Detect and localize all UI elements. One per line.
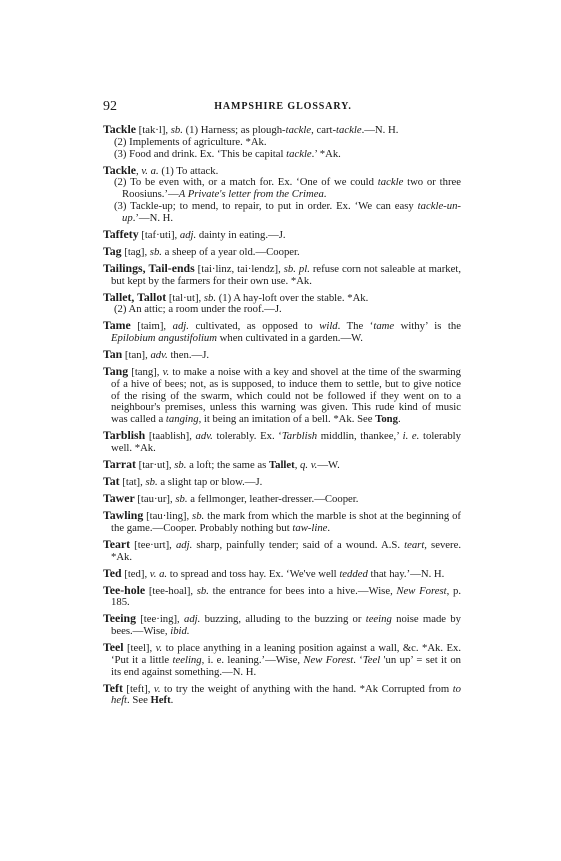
text-run: , i. e. leaning.’—Wise, xyxy=(201,653,304,666)
glossary-entry xyxy=(103,289,461,317)
glossary-entry xyxy=(103,366,461,426)
italic-run: sb. xyxy=(196,584,209,597)
entry-paragraph xyxy=(103,366,461,426)
italic-run: wild xyxy=(319,320,338,333)
text-run: , cart- xyxy=(311,124,337,136)
text-run: refuse corn not saleable at market, but kept by the farmers for their own use. *Ak. xyxy=(111,262,461,287)
text-run: . xyxy=(327,521,331,534)
cross-reference: Heft xyxy=(150,694,171,707)
italic-run: tedded xyxy=(339,567,368,580)
text-run: [teel], xyxy=(123,642,156,655)
text-run: middlin, thankee,’ xyxy=(317,430,403,443)
headword: Tackle xyxy=(103,162,136,177)
italic-run: adv. xyxy=(150,349,168,362)
sense-paragraph xyxy=(103,201,461,225)
headword: Tee-hole xyxy=(103,582,146,597)
glossary-entry xyxy=(103,613,461,638)
italic-run: v. xyxy=(155,642,163,655)
running-title: HAMPSHIRE GLOSSARY. xyxy=(214,101,352,112)
italic-run: q. v. xyxy=(300,459,318,471)
text-run: . The ‘ xyxy=(337,320,374,333)
italic-run: teart xyxy=(404,538,425,551)
text-run: .—N. H. xyxy=(361,124,399,136)
text-run: [tee-hoal], xyxy=(145,584,197,597)
text-run: .’ *Ak. xyxy=(311,147,341,160)
italic-run: tackle xyxy=(285,124,312,136)
text-run: that hay.’—N. H. xyxy=(367,567,445,580)
text-run: (1) To attack. xyxy=(158,164,219,177)
headword: Tarrat xyxy=(103,457,136,471)
text-run: [tar·ut], xyxy=(135,459,175,471)
entry-paragraph xyxy=(103,459,461,472)
italic-run: sb. xyxy=(170,124,183,136)
text-run: sharp, painfully tender; said of a wound. A.S. xyxy=(192,538,405,551)
italic-run: Teel xyxy=(362,653,381,666)
text-run: .’—N. H. xyxy=(132,211,174,224)
page-number: 92 xyxy=(103,99,117,114)
italic-run: tanging xyxy=(165,413,199,426)
italic-run: New Forest xyxy=(396,584,447,597)
italic-run: teeing xyxy=(365,613,392,626)
text-run: to make a noise with a key and shovel at the time of the swarming of a hive of bees; not, as is supposed, to induce them to settle, but to give notice of the rising of the swarm, which could not be followed if they went on to a neighbour's premises, unless this warning was given. This rude kind of music was called a xyxy=(111,366,461,426)
text-run: . xyxy=(397,413,401,426)
text-run: [teft], xyxy=(122,682,154,695)
text-run: , xyxy=(294,459,301,471)
text-run: a slight tap or blow.—J. xyxy=(157,475,263,488)
text-run: . ‘ xyxy=(353,653,363,666)
text-run: (2) An attic; a room under the roof.—J. xyxy=(114,303,282,316)
glossary-entry xyxy=(103,473,461,489)
text-run: [ted], xyxy=(121,567,150,580)
text-run: . xyxy=(323,188,327,201)
text-run: (1) A hay-loft over the stable. *Ak. xyxy=(216,291,369,304)
italic-run: tame xyxy=(373,320,395,333)
text-run: (2) To be even with, or a match for. Ex. ‘One of we could xyxy=(114,176,378,189)
glossary-entry xyxy=(103,320,461,345)
headword: Taffety xyxy=(103,226,139,241)
glossary-entry xyxy=(103,536,462,564)
text-run: . xyxy=(170,694,174,707)
headword: Tawling xyxy=(103,507,144,522)
text-run: [tat], xyxy=(119,475,146,488)
text-run: —W. xyxy=(317,459,340,471)
glossary-entry xyxy=(103,430,461,455)
entry-paragraph xyxy=(103,613,461,638)
text-run: then.—J. xyxy=(167,349,210,362)
glossary-entry xyxy=(103,680,462,708)
italic-run: v. xyxy=(153,682,161,695)
text-run: to spread and toss hay. Ex. ‘We've well xyxy=(167,567,340,580)
text-run: , severe. *Ak. xyxy=(111,538,462,563)
italic-run: tackle xyxy=(336,124,362,136)
glossary-entry xyxy=(103,642,461,678)
sense-paragraph xyxy=(103,304,461,316)
entry-paragraph xyxy=(103,490,461,506)
entry-paragraph xyxy=(103,536,462,564)
headword: Ted xyxy=(103,565,122,580)
italic-run: v. a. xyxy=(141,164,159,177)
text-run: (3) Food and drink. Ex. ‘This be capital xyxy=(114,147,287,160)
entry-paragraph xyxy=(103,680,462,708)
italic-run: v. xyxy=(162,366,170,379)
italic-run: adj. xyxy=(175,538,193,551)
italic-run: ibid. xyxy=(170,625,190,638)
glossary-entry xyxy=(103,349,461,362)
glossary-entry xyxy=(103,507,461,535)
text-run: (3) Tackle-up; to mend, to repair, to put in order. Ex. ‘We can easy xyxy=(114,199,418,212)
glossary-entry xyxy=(103,162,461,225)
italic-run: teeling xyxy=(172,653,202,666)
sense-paragraph xyxy=(103,149,461,161)
text-run: (2) Implements of agriculture. *Ak. xyxy=(114,135,267,148)
text-run: . See xyxy=(127,694,151,707)
glossary-entry xyxy=(103,490,461,506)
entry-paragraph xyxy=(103,582,461,610)
entry-paragraph xyxy=(103,565,461,581)
text-run: [taf·uti], xyxy=(138,228,180,241)
glossary-entry xyxy=(103,226,461,242)
italic-run: to heft xyxy=(111,682,462,707)
text-run: [tau·ur], xyxy=(134,492,176,505)
glossary-entry xyxy=(103,243,461,259)
text-run: 'un up’ = set it on its end against something.—N. H. xyxy=(111,653,462,678)
entry-paragraph xyxy=(103,320,461,345)
text-run: [taim], xyxy=(130,320,173,333)
headword: Tailings, Tail-ends xyxy=(103,260,195,275)
italic-run: adj. xyxy=(179,228,197,241)
text-run: the mark from which the marble is shot at the beginning of the game.—Cooper. Probably nothing but xyxy=(111,509,461,534)
glossary-entry xyxy=(103,565,461,581)
sense-paragraph xyxy=(103,177,461,201)
glossary-entry xyxy=(103,124,461,160)
entry-paragraph xyxy=(103,473,461,489)
text-run: a fellmonger, leather-dresser.—Cooper. xyxy=(187,492,359,505)
italic-run: adj. xyxy=(183,613,201,626)
italic-run: New Forest xyxy=(303,653,354,666)
italic-run: Epilobium angustifolium xyxy=(111,332,217,345)
text-run: (1) Harness; as plough- xyxy=(182,124,286,136)
headword: Tan xyxy=(103,347,123,362)
text-run: to try the weight of anything with the hand. *Ak Corrupted from xyxy=(160,682,453,695)
italic-run: taw-line xyxy=(292,521,328,534)
entry-paragraph xyxy=(103,260,461,288)
text-run: [tai·linz, tai·lendz], xyxy=(194,262,284,275)
italic-run: sb. pl. xyxy=(283,262,310,275)
italic-run: adj. xyxy=(172,320,189,333)
headword: Teel xyxy=(103,640,124,655)
text-run: dainty in eating.—J. xyxy=(196,228,286,241)
text-run: noise made by bees.—Wise, xyxy=(111,613,461,638)
text-run: [tee·urt], xyxy=(130,538,176,551)
entry-paragraph xyxy=(103,642,461,678)
text-run: a loft; the same as xyxy=(186,459,269,471)
text-run: to place anything in a leaning position against a wall, &c. *Ak. Ex. ‘Put it a little xyxy=(111,642,461,666)
headword: Tarblish xyxy=(103,428,146,443)
headword: Tame xyxy=(103,318,131,333)
headword: Teart xyxy=(103,536,131,551)
entry-paragraph xyxy=(103,243,461,259)
text-run: the entrance for bees into a hive.—Wise, xyxy=(208,584,397,597)
headword: Tang xyxy=(103,364,129,379)
italic-run: sb. xyxy=(175,492,188,505)
text-run: when cultivated in a garden.—W. xyxy=(217,332,363,345)
italic-run: adv. xyxy=(195,430,213,443)
text-run: [tan], xyxy=(122,349,151,362)
text-run: , xyxy=(136,164,142,177)
text-run: , p. 185. xyxy=(111,584,461,609)
italic-run: tackle xyxy=(377,176,404,189)
headword: Tat xyxy=(103,473,120,488)
cross-reference: Tallet xyxy=(268,459,295,471)
headword: Tackle xyxy=(103,122,136,136)
glossary-entries xyxy=(103,124,461,711)
text-run: [tal·ut], xyxy=(166,291,204,304)
italic-run: A Private's letter from the Crimea xyxy=(178,188,324,201)
entry-paragraph xyxy=(103,507,461,535)
text-run: [tak·l], xyxy=(136,124,171,136)
italic-run: sb. xyxy=(203,291,217,304)
entry-paragraph xyxy=(103,226,461,242)
italic-run: Tarblish xyxy=(281,430,318,443)
text-run: , it being an imitation of a bell. *Ak. See xyxy=(198,413,376,426)
text-run: [tau·ling], xyxy=(143,509,193,522)
italic-run: tackle-un-up xyxy=(122,199,461,224)
text-run: [tee·ing], xyxy=(136,613,184,626)
text-run: a sheep of a year old.—Cooper. xyxy=(161,245,300,258)
italic-run: sb. xyxy=(174,459,187,471)
headword: Teft xyxy=(103,680,123,695)
text-run: buzzing, alluding to the buzzing or xyxy=(200,613,366,626)
headword: Tawer xyxy=(103,490,135,505)
italic-run: i. e. xyxy=(402,430,420,443)
italic-run: v. a. xyxy=(149,567,168,580)
italic-run: tackle xyxy=(286,147,312,160)
cross-reference: Tong xyxy=(375,413,398,426)
text-run: tolerably. Ex. ‘ xyxy=(212,430,282,443)
entry-paragraph xyxy=(103,430,461,455)
text-run: [tag], xyxy=(121,245,150,258)
text-run: tolerably well. *Ak. xyxy=(111,430,461,455)
text-run: [tang], xyxy=(128,366,163,379)
italic-run: sb. xyxy=(192,509,205,522)
text-run: cultivated, as opposed to xyxy=(188,320,320,333)
glossary-entry xyxy=(103,260,461,288)
headword: Tallet, Tallot xyxy=(103,289,167,304)
italic-run: sb. xyxy=(149,245,162,258)
text-run: withy’ is the xyxy=(394,320,461,333)
glossary-entry xyxy=(103,459,461,472)
headword: Teeing xyxy=(103,611,136,626)
text-run: [taablish], xyxy=(145,430,196,443)
page-header xyxy=(103,99,461,115)
glossary-entry xyxy=(103,582,461,610)
entry-paragraph xyxy=(103,349,461,362)
headword: Tag xyxy=(103,243,122,258)
text-run: two or three Roosiuns.’— xyxy=(122,176,461,201)
italic-run: sb. xyxy=(145,475,158,488)
